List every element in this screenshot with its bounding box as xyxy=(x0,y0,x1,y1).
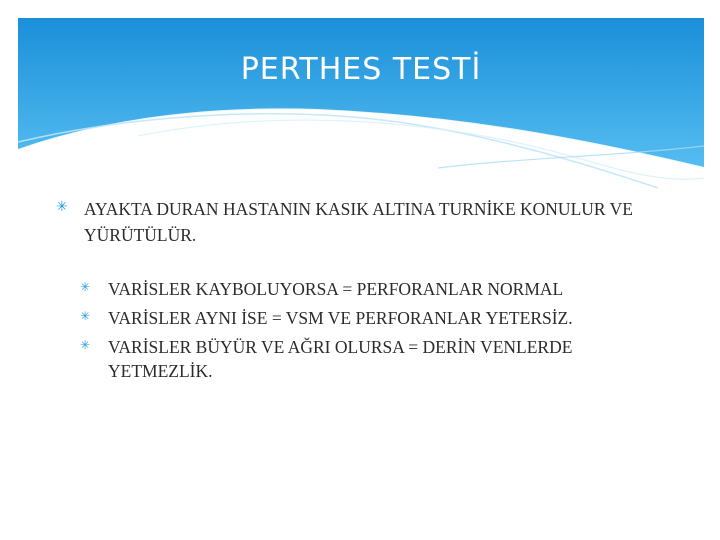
asterisk-bullet-icon: ✳ xyxy=(80,309,91,323)
asterisk-bullet-icon: ✳ xyxy=(80,280,91,294)
sub-bullet-item: VARİSLER KAYBOLUYORSA = PERFORANLAR NORMAL xyxy=(108,279,564,299)
slide-title: PERTHES TESTİ xyxy=(240,52,482,87)
asterisk-bullet-icon: ✳ xyxy=(80,338,91,352)
banner-graphic xyxy=(18,18,704,208)
sub-bullet-item: VARİSLER BÜYÜR VE AĞRI OLURSA = DERİN VENLERDE YETMEZLİK. xyxy=(108,337,573,381)
title-banner xyxy=(18,18,704,208)
asterisk-bullet-icon: ✳ xyxy=(56,199,68,215)
bullet-item: AYAKTA DURAN HASTANIN KASIK ALTINA TURNİKE KONULUR VE YÜRÜTÜLÜR. xyxy=(84,199,633,245)
sub-bullet-item: VARİSLER AYNI İSE = VSM VE PERFORANLAR YETERSİZ. xyxy=(108,308,573,328)
